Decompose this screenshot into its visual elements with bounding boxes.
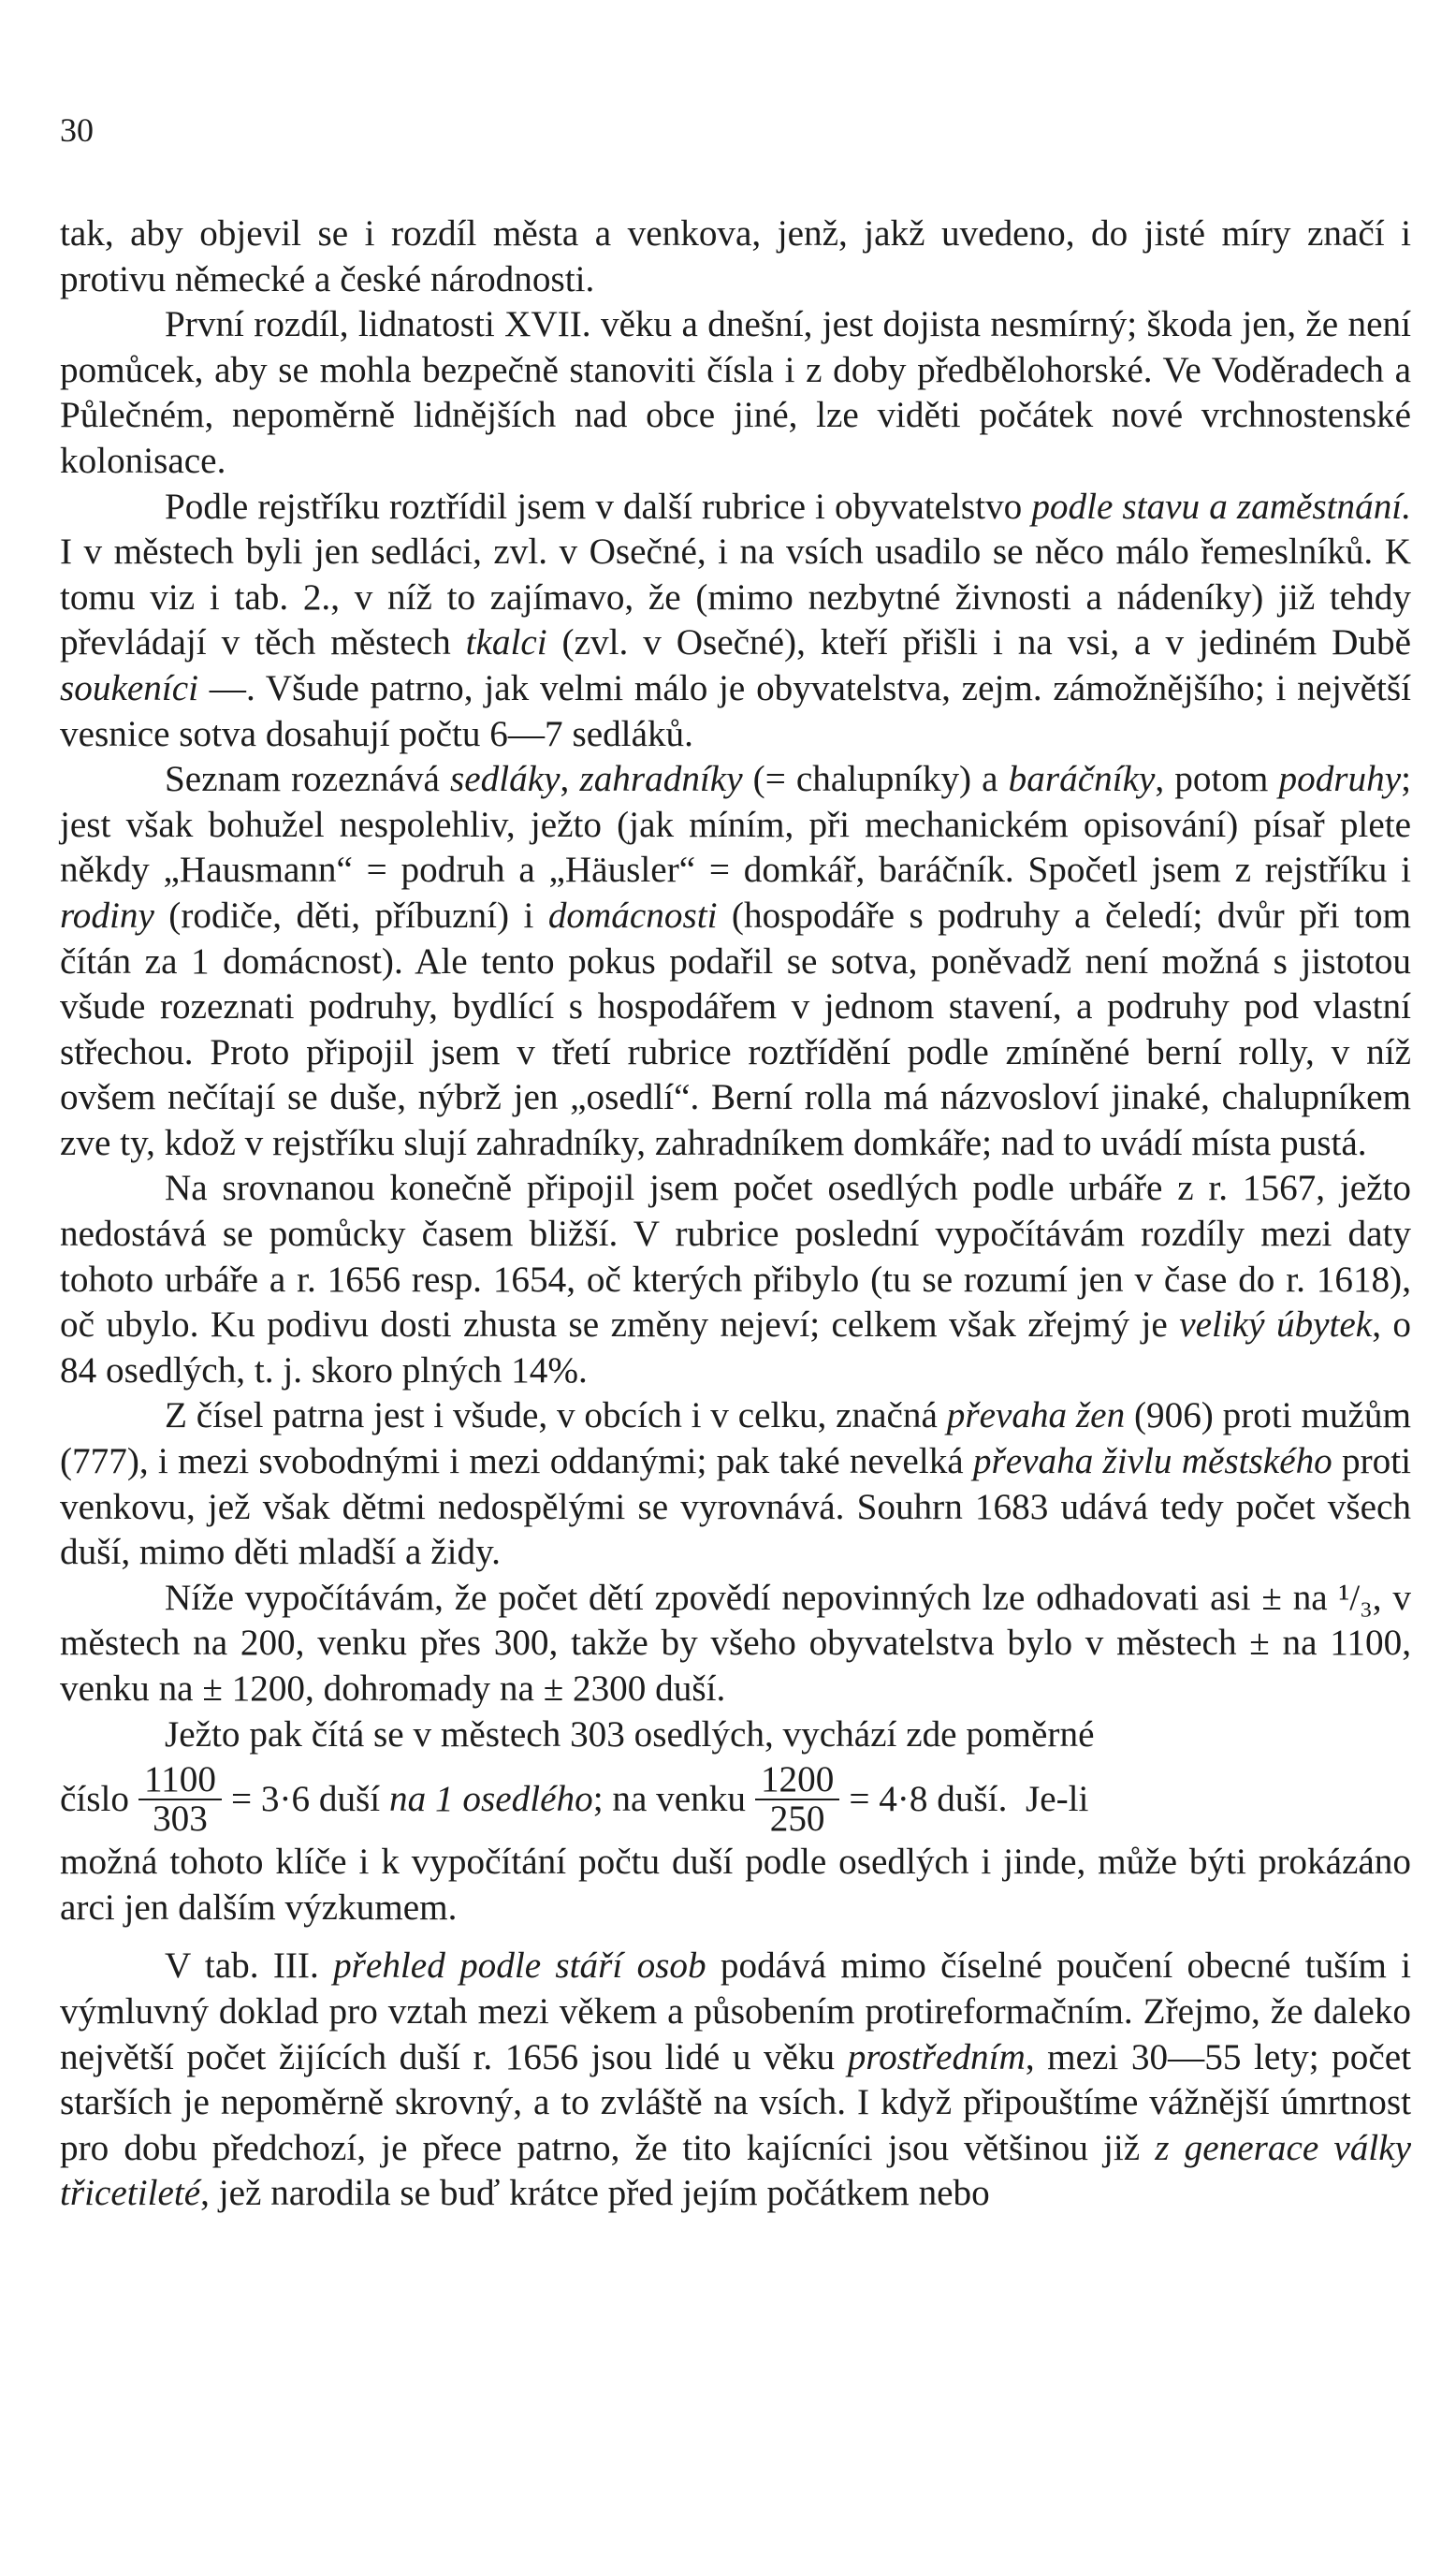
- text-span: , jež narodila se buď krátce před jejím počátkem nebo: [200, 2173, 990, 2214]
- text-span: , potom: [1155, 759, 1279, 800]
- italic-span: baráčníky: [1008, 759, 1156, 800]
- italic-span: tkalci: [465, 622, 547, 663]
- text-span: tak, aby objevil se i rozdíl města a venkova, jenž, jakž uvedeno, do jisté míry značí i protivu německé a české národnosti.: [60, 213, 1411, 299]
- fraction-1-denominator: 303: [153, 1799, 208, 1840]
- text-span: (hospodáře s podruhy a čeledí; dvůr při tom čítán za 1 domácnost). Ale tento pokus podařil se sotva, poněvadž není možná s jistotou všude rozeznati podruhy, bydlící s hospodářem v jednom stavení, a podruhy pod vlastní střechou. Proto připojil jsem v třetí rubrice roztřídění podle zmíněné berní rolly, v níž ovšem nečítají se duše, nýbrž jen „osedlí“. Berní rolla má názvosloví jinaké, chalupníkem zve ty, kdož v rejstříku slují zahradníky, zahradníkem domkáře; nad to uvádí místa pustá.: [60, 895, 1411, 1163]
- text-span: Podle rejstříku roztřídil jsem v další rubrice i obyvatelstvo: [165, 486, 1032, 527]
- formula-result-2: = 4·8 duší. Je-li: [849, 1778, 1089, 1819]
- body-text: [60, 211, 1411, 2217]
- formula-mid: ; na venku: [592, 1778, 746, 1819]
- text-span: Na srovnanou konečně připojil jsem počet osedlých podle urbáře z r. 1567, ježto nedostává se pomůcky časem bližší. V rubrice poslední vypočítávám rozdíly mezi daty tohoto urbáře a r. 1656 resp. 1654, oč kterých přibylo (tu se rozumí jen v čase do r. 1618), oč ubylo. Ku podivu dosti zhusta se změny nejeví; celkem však zřejmý je: [60, 1168, 1411, 1346]
- paragraph: [60, 485, 1411, 758]
- text-span: ,: [560, 759, 580, 800]
- paragraph: [60, 757, 1411, 1166]
- text-span: možná tohoto klíče i k vypočítání počtu duší podle osedlých i jinde, může býti prokázáno arci jen dalším výzkumem.: [60, 1842, 1411, 1928]
- paragraph: [60, 1840, 1411, 1930]
- text-span: (= chalupníky) a: [742, 759, 1009, 800]
- text-span: proti venkovu, jež však dětmi nedospělými se vyrovnává. Souhrn 1683 udává tedy počet všech duší, mimo děti mladší a židy.: [60, 1441, 1411, 1573]
- fraction-2-denominator: 250: [769, 1799, 825, 1840]
- page-number: 30: [60, 111, 94, 149]
- text-span: (906) proti mužům (777), i mezi svobodnými i mezi oddanými; pak také nevelká: [60, 1395, 1412, 1482]
- italic-span: převaha žen: [946, 1395, 1126, 1436]
- italic-span: podle stavu a zaměstnání.: [1031, 486, 1411, 527]
- italic-span: podruhy: [1278, 759, 1402, 800]
- text-span: (zvl. v Osečné), kteří přišli i na vsi, a v jediném Dubě: [546, 622, 1411, 663]
- italic-span: prostředním: [847, 2036, 1026, 2077]
- fraction-2-numerator: 1200: [755, 1761, 839, 1800]
- text-span: V tab. III.: [165, 1945, 334, 1987]
- text-span: —. Všude patrno, jak velmi málo je obyvatelstva, zejm. zámožnějšího; i největší vesnice sotva dosahují počtu 6—7 sedláků.: [60, 667, 1411, 754]
- formula-italic: na 1 osedlého: [389, 1778, 593, 1819]
- paragraph: [60, 211, 1411, 302]
- text-span: podává mimo číselné poučení obecné tuším i výmluvný doklad pro vztah mezi věkem a působením protireformačním. Zřejmo, že daleko největší počet žijících duší r. 1656 jsou lidé u věku: [60, 1945, 1412, 2077]
- italic-span: veliký úbytek: [1179, 1304, 1373, 1346]
- paragraph: [60, 1393, 1411, 1575]
- italic-span: zahradníky: [579, 759, 743, 800]
- formula-label: číslo: [60, 1778, 130, 1819]
- italic-span: přehled podle stáří osob: [333, 1945, 706, 1987]
- paragraph: [60, 302, 1411, 484]
- text-span: I v městech byli jen sedláci, zvl. v Osečné, i na vsích usadilo se něco málo řemeslníků. K tomu viz i tab. 2., v níž to zajímavo, že (mimo nezbytné živnosti a nádeníky) již tehdy převládají v těch městech: [60, 532, 1411, 663]
- text-span: První rozdíl, lidnatosti XVII. věku a dnešní, jest dojista nesmírný; škoda jen, že není pomůcek, aby se mohla bezpečně stanoviti čísla i z doby předbělohorské. Ve Voděradech a Půlečném, nepoměrně lidnějších nad obce jiné, lze viděti počátek nové vrchnostenské kolonisace.: [60, 304, 1411, 481]
- paragraphs-after-formula: [60, 1840, 1411, 2217]
- formula-line: [60, 1761, 1411, 1838]
- text-span: Ježto pak čítá se v městech 303 osedlých, vychází zde poměrné: [165, 1713, 1095, 1755]
- paragraph: [60, 1576, 1411, 1712]
- paragraph: [60, 1944, 1411, 2217]
- italic-span: soukeníci: [60, 667, 198, 708]
- italic-span: z generace války třicetileté: [60, 2127, 1411, 2214]
- text-span: , mezi 30—55 lety; počet starších je nepoměrně skrovný, a to zvláště na vsích. I když připouštíme vážnější úmrtnost pro dobu předchozí, je přece patrno, že tito kajícníci jsou většinou již: [60, 2036, 1412, 2168]
- italic-span: převaha živlu městského: [972, 1441, 1332, 1482]
- text-span: , o 84 osedlých, t. j. skoro plných 14%.: [60, 1304, 1411, 1391]
- text-span: ; jest však bohužel nespolehliv, ježto (jak míním, při mechanickém opisování) písař plete někdy „Hausmann“ = podruh a „Häusler“ = domkář, baráčník. Spočetl jsem z rejstříku i: [60, 759, 1412, 891]
- text-span: Seznam rozeznává: [165, 759, 451, 800]
- text-span: Z čísel patrna jest i všude, v obcích i v celku, značná: [165, 1395, 947, 1436]
- formula-result-1: = 3·6 duší: [230, 1778, 381, 1819]
- text-span: Níže vypočítávám, že počet dětí zpovědí nepovinných lze odhadovati asi ± na ¹/₃, v městech na 200, venku přes 300, takže by všeho obyvatelstva bylo v městech ± na 1100, venku na ± 1200, dohromady na ± 2300 duší.: [60, 1577, 1411, 1709]
- italic-span: sedláky: [450, 759, 561, 800]
- fraction-1-numerator: 1100: [138, 1761, 222, 1800]
- fraction-1: [138, 1761, 222, 1838]
- text-span: (rodiče, děti, příbuzní) i: [153, 895, 548, 936]
- italic-span: domácnosti: [547, 895, 718, 936]
- italic-span: rodiny: [60, 895, 154, 936]
- paragraphs-before-formula: [60, 211, 1411, 1757]
- paragraph: [60, 1712, 1411, 1758]
- paragraph: [60, 1166, 1411, 1393]
- fraction-2: [755, 1761, 839, 1838]
